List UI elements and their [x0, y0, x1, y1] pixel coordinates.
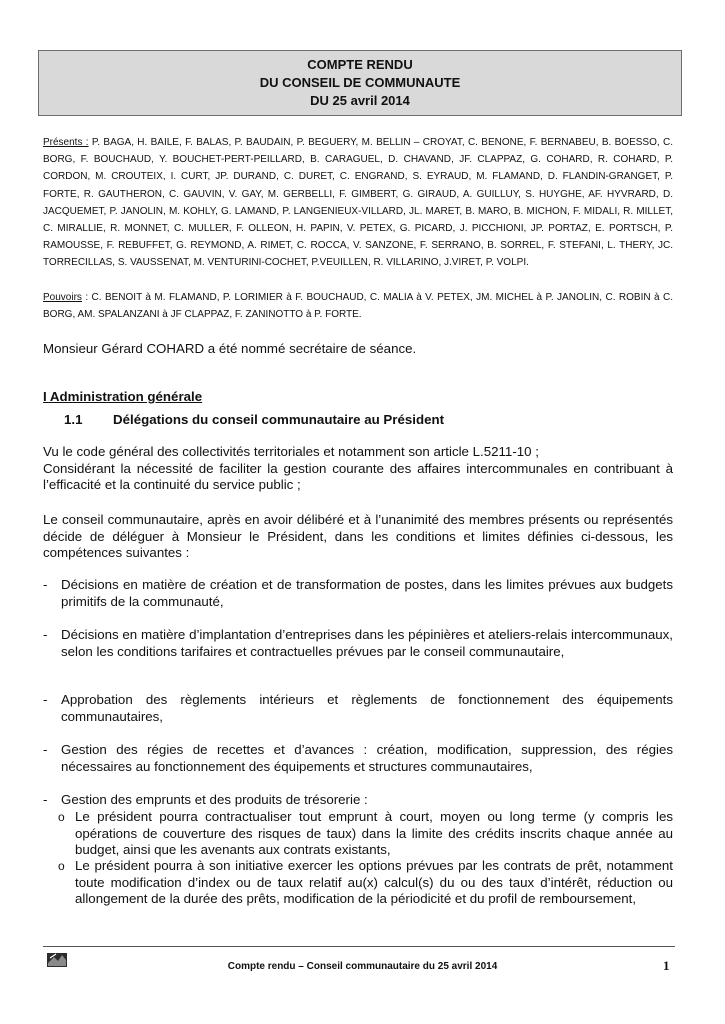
subsection-heading	[64, 411, 444, 429]
preamble-line-1: Vu le code général des collectivités territoriales et notamment son article L.5211-10 ;	[43, 444, 539, 459]
list-item-text: Décisions en matière de création et de transformation de postes, dans les limites prévues aux budgets primitifs de la communauté,	[61, 577, 673, 609]
section-heading: I Administration générale	[43, 389, 203, 404]
proxies-list: : C. BENOIT à M. FLAMAND, P. LORIMIER à F. BOUCHAUD, C. MALIA à V. PETEX, JM. MICHEL à P. JANOLIN, C. ROBIN à C. BORG, AM. SPALANZANI à JF CLAPPAZ, F. ZANINOTTO à P. FORTE.	[43, 292, 673, 321]
preamble-paragraph	[43, 444, 673, 494]
preamble-line-2: Considérant la nécessité de faciliter la gestion courante des affaires intercommunales en contribuant à l’efficacité et la continuité du service public ;	[43, 460, 673, 492]
title-line-2: DU CONSEIL DE COMMUNAUTE	[259, 75, 461, 90]
proxies-label: Pouvoirs	[43, 292, 82, 303]
list-item-text: Gestion des emprunts et des produits de trésorerie :	[61, 792, 368, 807]
footer-title: Compte rendu – Conseil communautaire du 25 avril 2014	[227, 961, 498, 972]
dash-bullet: -	[43, 742, 48, 757]
list-item	[43, 792, 673, 809]
title-box	[38, 50, 682, 116]
attendees-list: P. BAGA, H. BAILE, F. BALAS, P. BAUDAIN, P. BEGUERY, M. BELLIN – CROYAT, C. BENONE, F. BERNABEU, B. BOESSO, C. BORG, F. BOUCHAUD, Y. BOUCHET-PERT-PEILLARD, B. CARAGUEL, D. CHAVAND, JF. CLAPPAZ, G. COHARD, R. COHARD, P. CORDON, M. CROUTEIX, I. CURT, JP. DURAND, C. DURET, C. ENGRAND, S. EYRAUD, M. FLAMAND, D. FLANDIN-GRANGET, P. FORTE, R. GAUTHERON, C. GAUVIN, V. GAY, M. GERBELLI, F. GIMBERT, G. GIRAUD, A. GUILLUY, S. HUYGHE, AF. HYVRARD, D. JACQUEMET, P. JANOLIN, M. KOHLY, G. LAMAND, P. LANGENIEUX-VILLARD, JL. MARET, B. MARO, B. MICHON, F. MIDALI, R. MILLET, C. MIRALLIE, R. MONNET, C. MULLER, F. OLLEON, H. PAPIN, V. PETEX, G. PICARD, J. PICCHIONI, JP. PORTAZ, E. PORTSCH, P. RAMOUSSE, F. REBUFFET, G. REYMOND, A. RIMET, C. ROCCA, V. SANZONE, F. SERRANO, B. SORREL, F. STEFANI, L. THERY, JC. TORRECILLAS, S. VAUSSENAT, M. VENTURINI-COCHET, P.VEUILLEN, R. VILLARINO, J.VIRET, P. VOLPI.	[43, 137, 673, 269]
dash-bullet: -	[43, 792, 48, 807]
dash-bullet: -	[43, 577, 48, 592]
list-item-text: Décisions en matière d’implantation d’entreprises dans les pépinières et ateliers-relais intercommunaux, selon les conditions tarifaires et contractuelles prévues par le conseil communautaire,	[61, 627, 673, 659]
footer-divider	[43, 946, 675, 947]
list-item	[43, 692, 673, 725]
dash-bullet: -	[43, 627, 48, 642]
circle-bullet: o	[58, 810, 65, 824]
proxies-paragraph	[43, 289, 673, 323]
title-line-1: COMPTE RENDU	[307, 57, 413, 72]
subsection-number: 1.1	[64, 412, 83, 427]
title-line-3: DU 25 avril 2014	[310, 93, 410, 108]
list-item-text: Approbation des règlements intérieurs et règlements de fonctionnement des équipements communautaires,	[61, 692, 673, 724]
list-item	[43, 742, 673, 775]
attendees-paragraph	[43, 134, 673, 272]
sub-list-item-text: Le président pourra contractualiser tout emprunt à court, moyen ou long terme (y compris les opérations de couverture des risques de taux) dans la limite des crédits inscrits chaque année au budget, ainsi que les avenants aux contrats existants,	[75, 809, 673, 857]
sub-list-item-text: Le président pourra à son initiative exercer les options prévues par les contrats de prêt, notamment toute modification d’index ou de taux relatif au(x) calcul(s) du ou des taux d’intérêt, réduction ou allongement de la durée des prêts, modification de la périodicité et du profil de remboursement,	[75, 858, 673, 906]
page-number: 1	[663, 958, 670, 973]
subsection-title: Délégations du conseil communautaire au Président	[113, 412, 445, 427]
sub-list-item	[58, 858, 673, 908]
sub-list-item	[58, 809, 673, 859]
attendees-label: Présents :	[43, 137, 89, 148]
list-item	[43, 627, 673, 660]
list-item	[43, 577, 673, 610]
circle-bullet: o	[58, 859, 65, 873]
secretary-statement: Monsieur Gérard COHARD a été nommé secrétaire de séance.	[43, 341, 417, 356]
dash-bullet: -	[43, 692, 48, 707]
list-item-text: Gestion des régies de recettes et d’avances : création, modification, suppression, des régies nécessaires au fonctionnement des équipements et structures communautaires,	[61, 742, 673, 774]
decision-paragraph: Le conseil communautaire, après en avoir délibéré et à l’unanimité des membres présents ou représentés décide de déléguer à Monsieur le Président, dans les conditions et limites définies ci-dessous, les compétences suivantes :	[43, 512, 673, 560]
